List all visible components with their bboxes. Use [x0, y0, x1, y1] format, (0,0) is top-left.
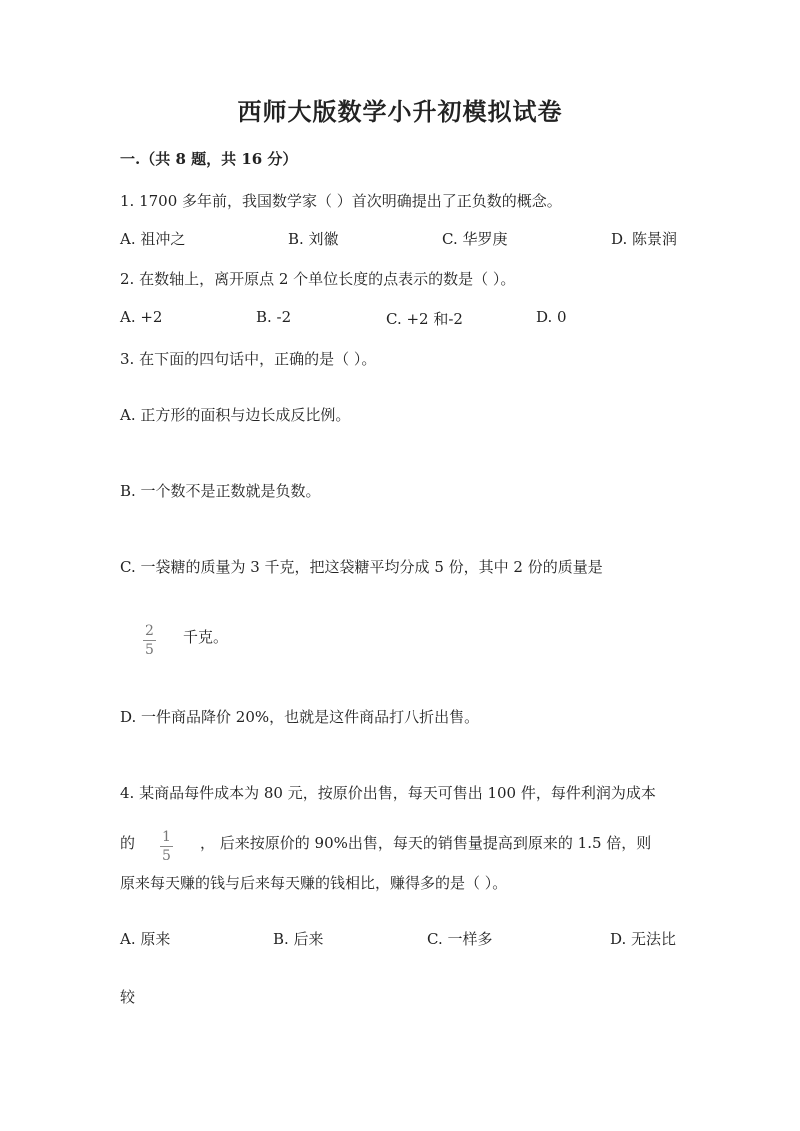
q2-option-a: A. +2 — [120, 308, 163, 326]
fraction-denominator: 5 — [145, 642, 154, 658]
q4-option-c: C. 一样多 — [427, 930, 493, 948]
q1-option-a: A. 祖冲之 — [120, 230, 186, 248]
fraction-numerator: 2 — [145, 623, 154, 639]
q4-fraction — [160, 826, 173, 863]
q3-option-d: D. 一件商品降价 20%，也就是这件商品打八折出售。 — [120, 708, 480, 726]
q3-option-b: B. 一个数不是正数就是负数。 — [120, 482, 321, 500]
q1-option-b: B. 刘徽 — [288, 230, 339, 248]
q2-option-d: D. 0 — [536, 308, 567, 326]
q4-option-d: D. 无法比 — [610, 930, 677, 948]
question-3: 3. 在下面的四句话中，正确的是（ ）。 — [120, 350, 377, 368]
q1-option-d: D. 陈景润 — [611, 230, 678, 248]
fraction-denominator: 5 — [162, 848, 171, 864]
q4-option-a: A. 原来 — [120, 930, 171, 948]
question-4-line-3: 原来每天赚的钱与后来每天赚的钱相比，赚得多的是（ ）。 — [120, 874, 508, 892]
question-4-line-1: 4. 某商品每件成本为 80 元，按原价出售，每天可售出 100 件，每件利润为成本 — [120, 784, 656, 802]
q2-option-c: C. +2 和-2 — [386, 310, 463, 328]
q1-option-c: C. 华罗庚 — [442, 230, 508, 248]
page-title: 西师大版数学小升初模拟试卷 — [237, 97, 563, 126]
q3-option-a: A. 正方形的面积与边长成反比例。 — [120, 406, 351, 424]
question-4-line-2: ， 后来按原价的 90%出售，每天的销售量提高到原来的 1.5 倍，则 — [200, 834, 652, 852]
question-4-line-2-prefix: 的 — [120, 834, 136, 852]
fraction-numerator: 1 — [162, 829, 171, 845]
q4-option-b: B. 后来 — [273, 930, 324, 948]
q2-option-b: B. -2 — [256, 308, 292, 326]
q4-option-d-wrap: 较 — [120, 988, 136, 1006]
question-2: 2. 在数轴上，离开原点 2 个单位长度的点表示的数是（ ）。 — [120, 270, 516, 288]
q3-option-c-unit: 千克。 — [183, 628, 229, 646]
section-heading: 一.（共 8 题，共 16 分） — [120, 150, 298, 168]
q3-option-c: C. 一袋糖的质量为 3 千克，把这袋糖平均分成 5 份，其中 2 份的质量是 — [120, 558, 603, 576]
q3-fraction — [143, 620, 156, 657]
question-1: 1. 1700 多年前，我国数学家（ ）首次明确提出了正负数的概念。 — [120, 192, 562, 210]
